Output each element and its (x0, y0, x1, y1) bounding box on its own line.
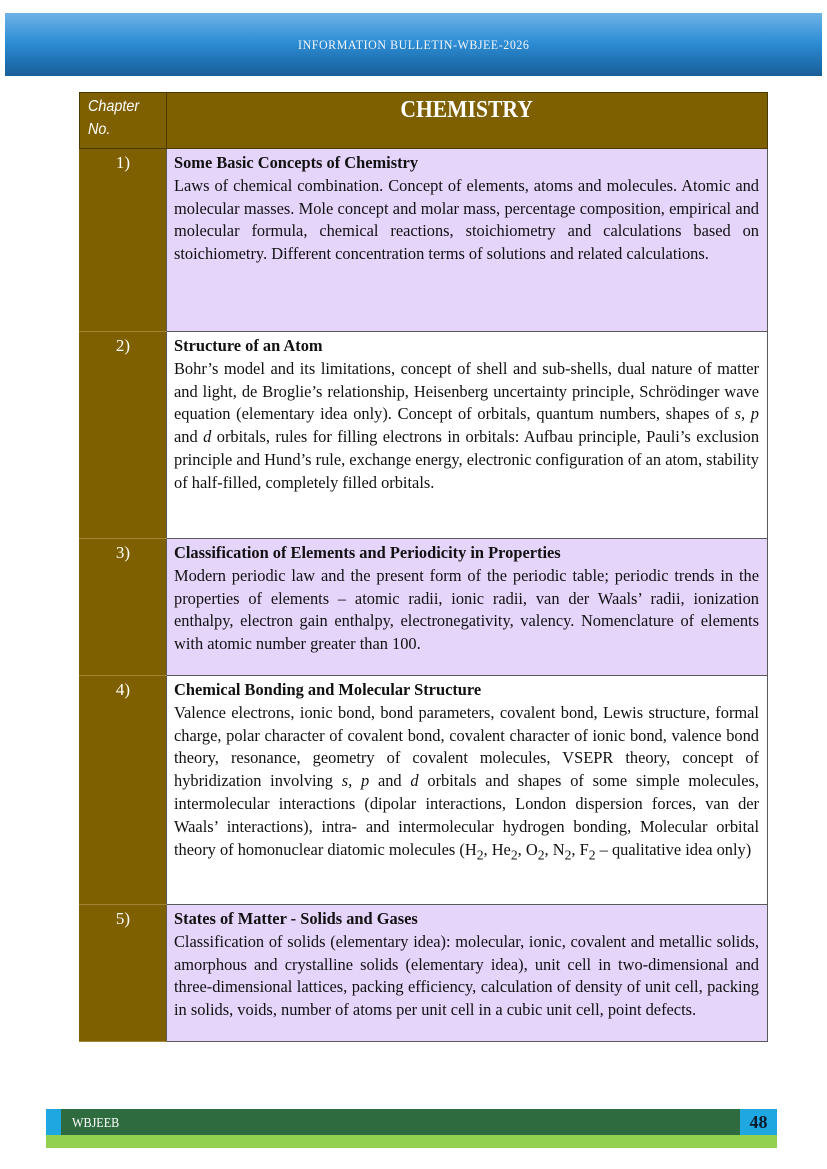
text-run: orbitals and shapes of some simple molecules, intermolecular interactions (dipolar interactions, London dispersion forces, van der Waals’ interactions), intra- and intermolecular hydrogen bonding, Molecular orbital theory of homonuclear diatomic molecules (H (174, 771, 759, 859)
text-run: Valence electrons, ionic bond, bond parameters, covalent bond, Lewis structure, formal charge, polar character of covalent bond, covalent character of ionic bond, valence bond theory, resonance, geometry of covalent molecules, VSEPR theory, concept of hybridization involving (174, 702, 759, 791)
footer-underline-bar (46, 1135, 777, 1148)
italic-run: d (410, 771, 419, 791)
text-run: , He (483, 839, 511, 859)
subject-title-header (167, 93, 768, 149)
chapter-no-header (80, 93, 167, 149)
footer-bar (46, 1109, 777, 1135)
chapter-title: States of Matter - Solids and Gases (174, 909, 418, 928)
page-number: 48 (740, 1109, 777, 1135)
chapter-number: 1) (80, 149, 167, 332)
chapter-description (174, 702, 759, 867)
footer-accent-left (46, 1109, 61, 1135)
banner-title: INFORMATION BULLETIN-WBJEE-2026 (297, 36, 530, 52)
subscript: 2 (510, 846, 518, 862)
table-row (80, 539, 768, 676)
italic-run: d (203, 427, 212, 447)
chemistry-syllabus-table (79, 92, 768, 1042)
chapter-number: 4) (80, 676, 167, 905)
page-footer (46, 1109, 777, 1148)
footer-org-text: WBJEEB (72, 1115, 120, 1130)
text-run: Bohr’s model and its limitations, concept of shell and sub-shells, dual nature of matter and light, de Broglie’s relationship, Heisenberg uncertainty principle, Schrödinger wave equation (elementary idea only). Concept of orbitals, quantum numbers, shapes of (174, 358, 759, 424)
chapter-description: Classification of solids (elementary idea): molecular, ionic, covalent and metallic solids, amorphous and crystalline solids (elementary idea), unit cell in two-dimensional and three-dimensional lattices, packing efficiency, calculation of density of unit cell, packing in solids, voids, number of atoms per unit cell in a cubic unit cell, point defects. (174, 931, 759, 1020)
text-run: , N (544, 839, 565, 859)
chapter-content (167, 539, 768, 676)
chapter-description: Modern periodic law and the present form of the periodic table; periodic trends in the properties of elements – atomic radii, ionic radii, van der Waals’ radii, ionization enthalpy, electron gain enthalpy, electronegativity, valency. Nomenclature of elements with atomic number greater than 100. (174, 565, 759, 654)
chapter-title: Some Basic Concepts of Chemistry (174, 153, 419, 172)
chapter-content (167, 676, 768, 905)
table-header-row (80, 93, 768, 149)
subscript: 2 (588, 846, 596, 862)
chapter-content (167, 905, 768, 1042)
text-run: and (369, 771, 411, 791)
chapter-title: Structure of an Atom (174, 336, 323, 355)
chapter-description: Laws of chemical combination. Concept of elements, atoms and molecules. Atomic and molecular masses. Mole concept and molar mass, percentage composition, empirical and molecular formula, chemical reactions, stoichiometry and calculations based on stoichiometry. Different concentration terms of solutions and related calculations. (174, 175, 759, 264)
text-run: , O (517, 839, 538, 859)
text-run: orbitals, rules for filling electrons in orbitals: Aufbau principle, Pauli’s exclusion principle and Hund’s rule, exchange energy, electronic configuration of an atom, stability of half-filled, completely filled orbitals. (174, 427, 760, 492)
text-run: , F (571, 839, 589, 859)
chapter-number: 5) (80, 905, 167, 1042)
table-row (80, 332, 768, 539)
subject-title: CHEMISTRY (400, 97, 534, 123)
chapter-title: Chemical Bonding and Molecular Structure (174, 680, 482, 699)
italic-run: s, p (734, 404, 759, 424)
table-row (80, 149, 768, 332)
italic-run: s, p (341, 771, 370, 791)
footer-org-label (72, 1109, 125, 1136)
chapter-title: Classification of Elements and Periodicity in Properties (174, 543, 561, 562)
chapter-content (167, 332, 768, 539)
chapter-no-label: Chapter No. (88, 98, 140, 138)
chapter-content (167, 149, 768, 332)
table-row (80, 676, 768, 905)
text-run: – qualitative idea only) (595, 839, 752, 859)
chapter-description (174, 358, 759, 495)
chapter-number: 3) (80, 539, 167, 676)
subscript: 2 (476, 846, 484, 862)
text-run: and (174, 427, 204, 447)
subscript: 2 (537, 846, 545, 862)
table-row (80, 905, 768, 1042)
top-banner (5, 13, 822, 76)
subscript: 2 (564, 846, 572, 862)
chapter-number: 2) (80, 332, 167, 539)
